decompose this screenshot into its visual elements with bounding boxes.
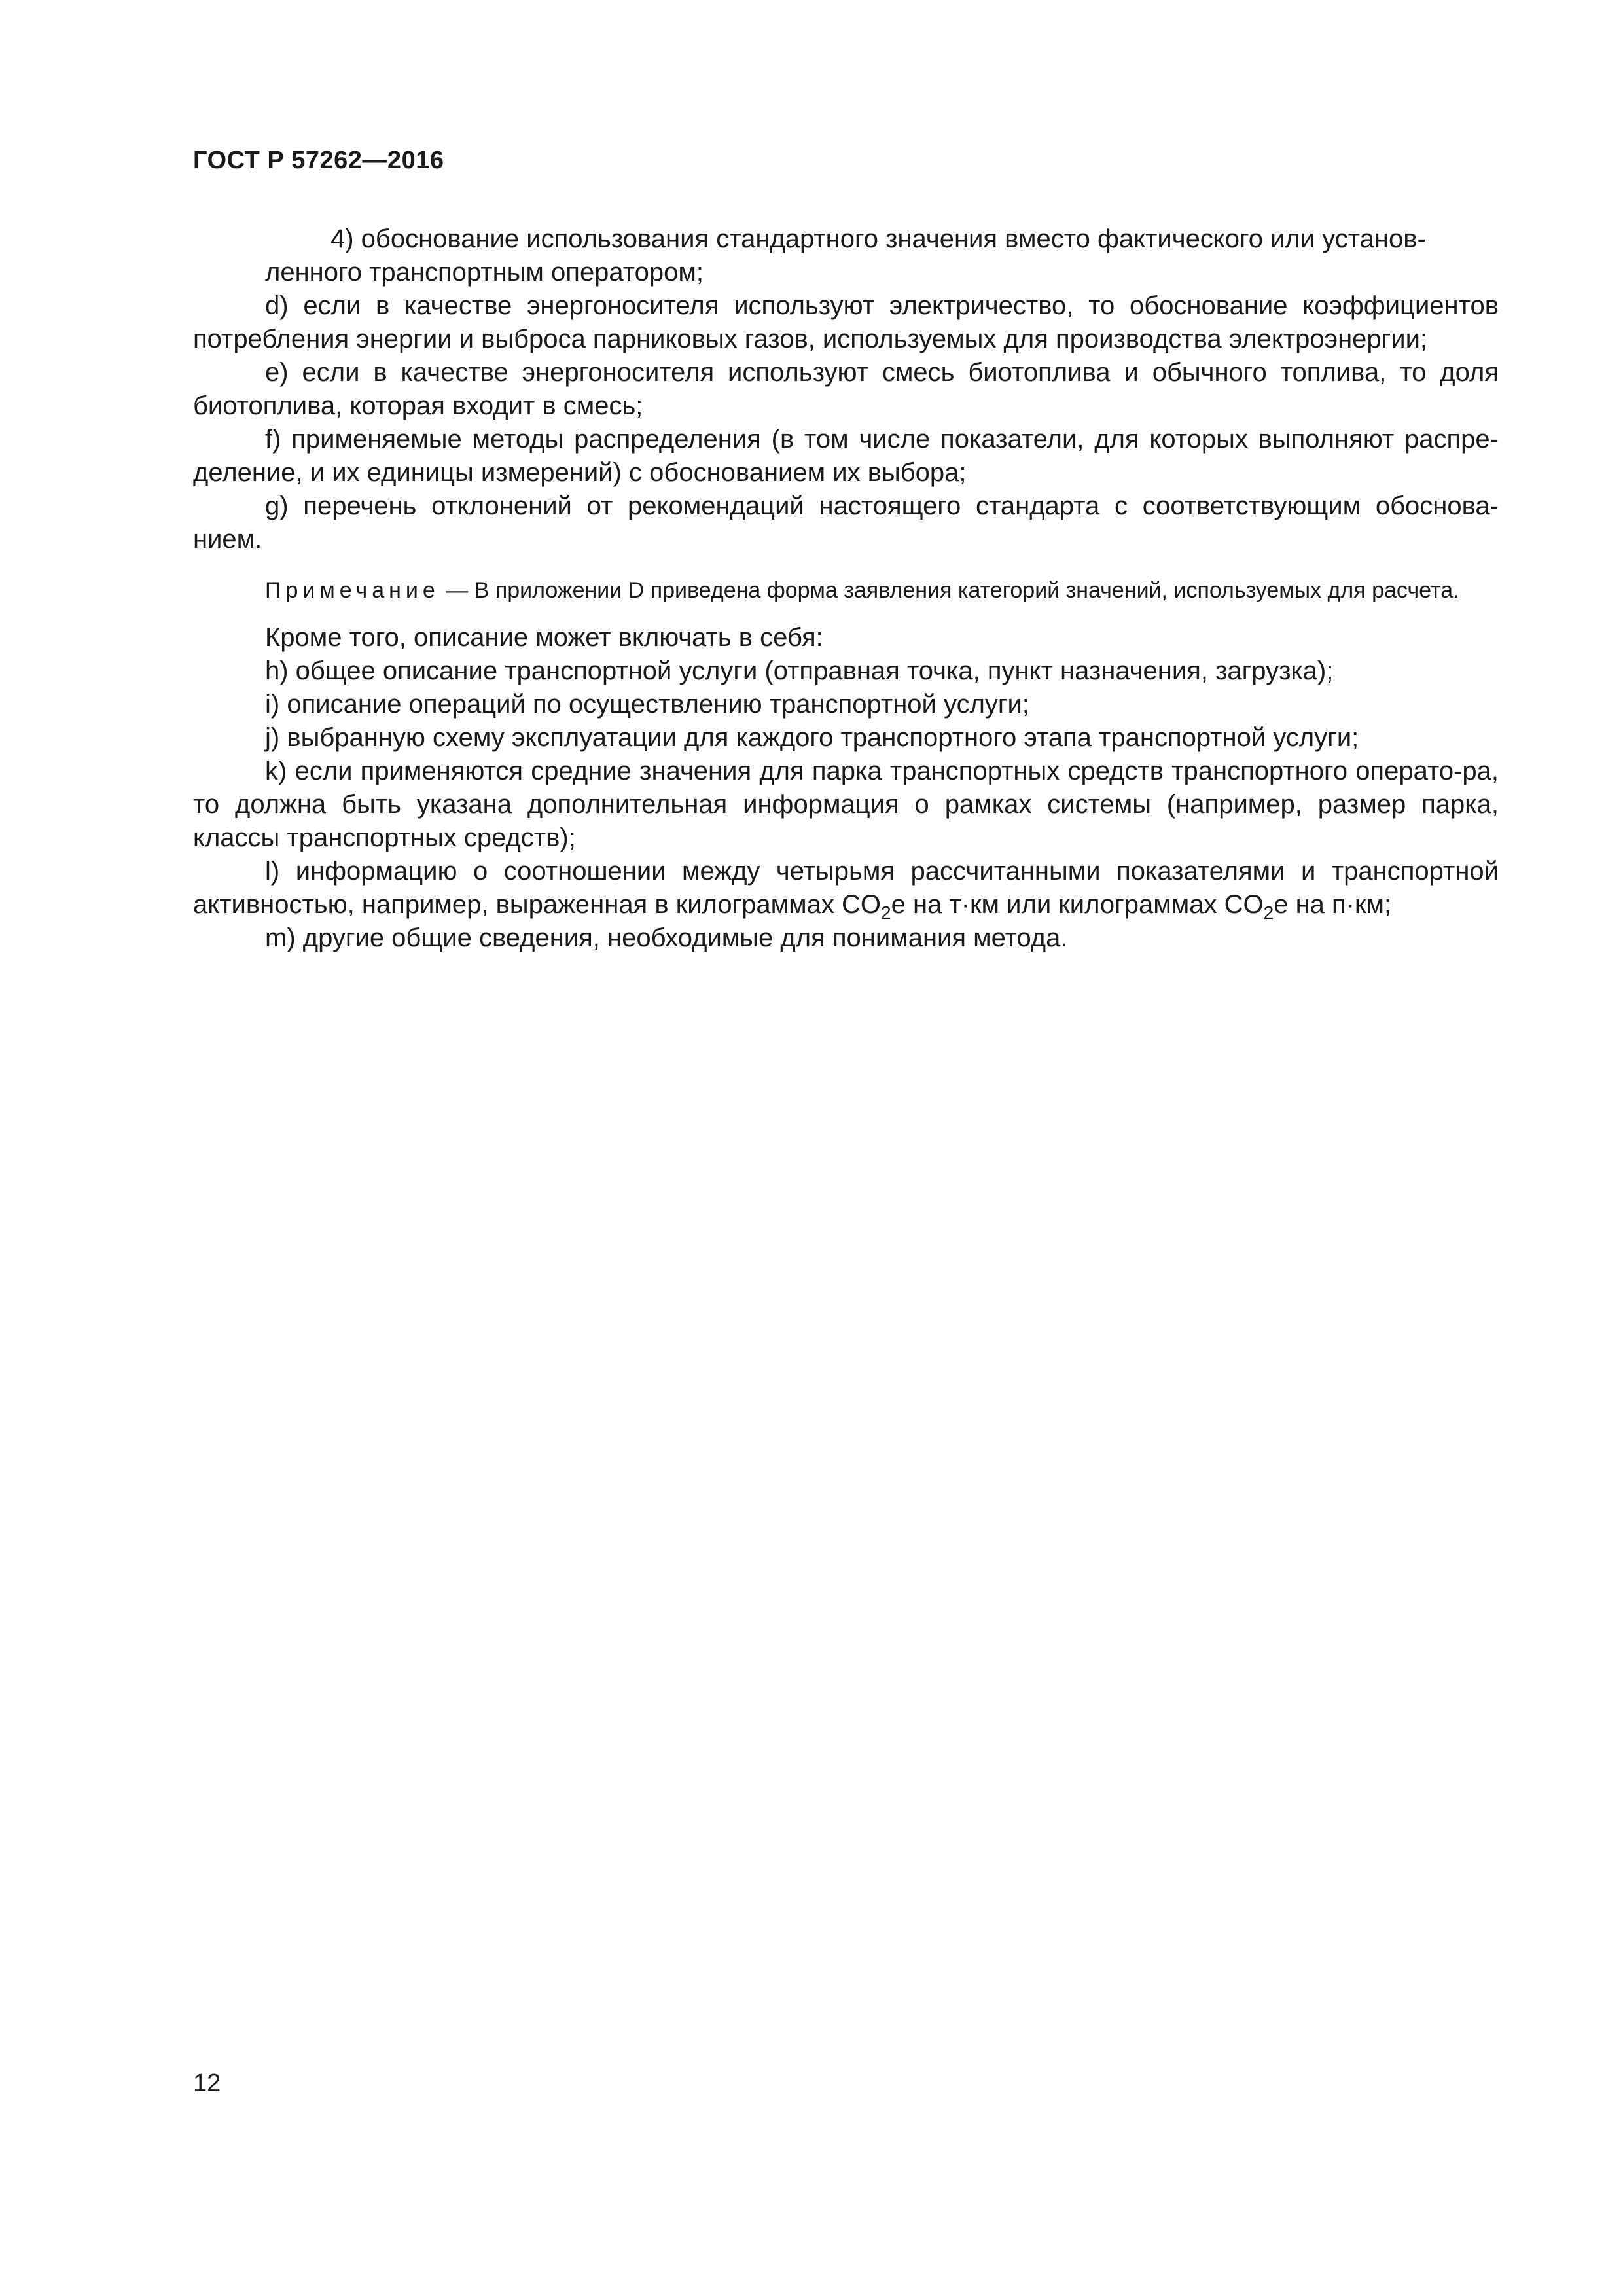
list-item-l-text-3: е на п·км;	[1274, 890, 1392, 919]
subscript-2: 2	[881, 903, 891, 923]
list-item-e: е) если в качестве энергоносителя используют смесь биотоплива и обычного топлива, то доля биотоплива, которая входит в смесь;	[193, 358, 1499, 420]
list-item-h: h) общее описание транспортной услуги (отправная точка, пункт назначения, загрузка);	[265, 656, 1334, 685]
list-item-d: d) если в качестве энергоносителя используют электричество, то обоснование коэффициентов потребления энергии и выброса парниковых газов, используемых для производства электроэнергии;	[193, 291, 1499, 353]
list-item-l-text-1: l) информацию о соотношении между четырьмя рассчитанными показателями и транспортной активностью, например, выраженная в килограммах CO	[193, 857, 1499, 919]
list-item-l	[193, 855, 1499, 922]
subscript-2: 2	[1263, 903, 1274, 923]
document-code-header: ГОСТ Р 57262—2016	[193, 147, 444, 174]
note-label: Примечание	[265, 578, 440, 603]
list-item-l-text-2: е на т·км или килограммах CO	[891, 890, 1264, 919]
list-item-4	[193, 223, 1499, 289]
list-item-j: j) выбранную схему эксплуатации для каждого транспортного этапа транспортной услуги;	[265, 723, 1359, 752]
list-item-i: i) описание операций по осуществлению транспортной услуги;	[265, 690, 1029, 719]
list-item-4-line1: 4) обоснование использования стандартного значения вместо фактического или установ-	[330, 224, 1426, 253]
list-item-4-line2: ленного транспортным оператором;	[265, 258, 704, 287]
note-paragraph	[193, 576, 1499, 605]
list-item-f: f) применяемые методы распределения (в том числе показатели, для которых выполняют распре-деление, и их единицы измерений) с обоснованием их выбора;	[193, 425, 1499, 487]
note-text: — В приложении D приведена форма заявления категорий значений, используемых для расчета.	[439, 578, 1459, 603]
intro-paragraph: Кроме того, описание может включать в себя:	[265, 623, 823, 652]
page-number: 12	[193, 2070, 221, 2097]
list-item-g: g) перечень отклонений от рекомендаций настоящего стандарта с соответствующим обоснова-нием.	[193, 492, 1499, 554]
list-item-k: k) если применяются средние значения для парка транспортных средств транспортного операто-ра, то должна быть указана дополнительная информация о рамках системы (например, размер парка, классы транспортных средств);	[193, 757, 1499, 852]
main-text	[193, 223, 1499, 955]
list-item-m: m) другие общие сведения, необходимые для понимания метода.	[265, 924, 1068, 952]
